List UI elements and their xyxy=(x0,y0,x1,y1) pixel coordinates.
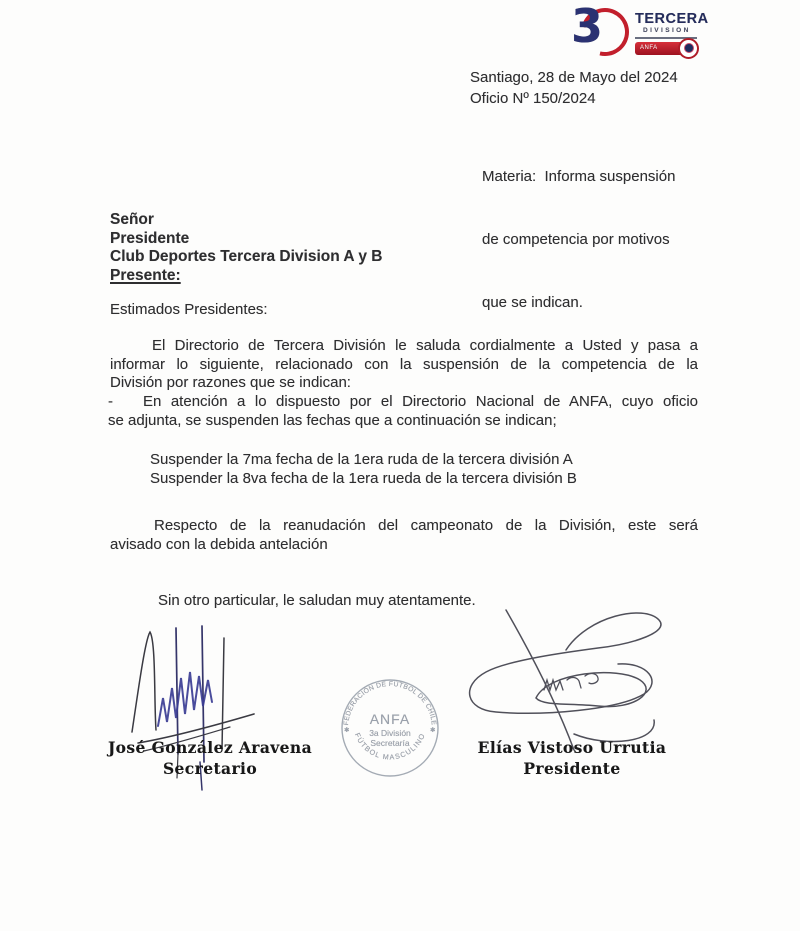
signer-right-title: Presidente xyxy=(523,759,621,778)
stamp-arc-top-text: FEDERACIÓN DE FÚTBOL DE CHILE xyxy=(343,680,437,726)
date-line: Santiago, 28 de Mayo del 2024 xyxy=(470,69,678,86)
materia-line: de competencia por motivos xyxy=(482,231,670,248)
materia-line: Materia: Informa suspensión xyxy=(482,168,676,185)
stamp-center-anfa: ANFA xyxy=(369,711,411,727)
paragraph-line: se adjunta, se suspenden las fechas que a continuación se indican; xyxy=(108,411,557,429)
tercera-division-logo xyxy=(570,0,709,56)
recipient-block xyxy=(110,211,382,285)
suspension-list xyxy=(150,450,577,488)
paragraph-line: avisado con la debida antelación xyxy=(110,535,328,553)
recipient-line: Señor xyxy=(110,211,154,228)
logo-title: TERCERA xyxy=(635,11,709,27)
stamp-center-division: 3a División xyxy=(369,728,411,738)
anfa-crest-center xyxy=(684,43,694,53)
oficio-line: Oficio Nº 150/2024 xyxy=(470,90,596,107)
suspension-line: Suspender la 7ma fecha de la 1era ruda de la tercera división A xyxy=(150,451,573,468)
signer-left-title: Secretario xyxy=(162,759,258,778)
stamp-star-right-icon: ✱ xyxy=(430,727,436,734)
materia-line: que se indican. xyxy=(482,294,583,311)
paragraph-line: División por razones que se indican: xyxy=(110,374,351,392)
recipient-line: Presidente xyxy=(110,229,190,247)
signer-right-name: Elías Vistoso Urrutia xyxy=(477,738,667,757)
logo-subtitle: DIVISION xyxy=(643,27,691,34)
paragraph-reanudacion xyxy=(110,517,698,554)
logo-wordmark xyxy=(635,6,709,56)
salutation: Estimados Presidentes: xyxy=(110,301,268,318)
anfa-ribbon xyxy=(635,42,688,55)
paragraph-intro xyxy=(110,337,698,393)
signer-left-name: José González Aravena xyxy=(107,738,313,757)
logo-3-icon xyxy=(570,0,628,56)
stamp-center-secretaria: Secretaría xyxy=(370,738,410,748)
paragraph-line: Respecto de la reanudación del campeonato de la División, este será xyxy=(154,517,698,534)
paragraph-line: El Directorio de Tercera División le saluda cordialmente a Usted y pasa a xyxy=(152,337,698,354)
dash-bullet: - xyxy=(108,393,113,410)
anfa-ribbon-label: ANFA xyxy=(640,44,658,51)
materia-block xyxy=(482,124,675,355)
stamp-arc-bottom-text: FÚTBOL MASCULINO xyxy=(352,731,428,762)
logo-number: 3 xyxy=(571,0,604,53)
paragraph-line xyxy=(108,393,698,412)
date-block xyxy=(470,67,678,109)
recipient-line: Club Deportes Tercera Division A y B xyxy=(110,248,383,265)
signature-scribble-right xyxy=(448,602,688,754)
presente-line: Presente: xyxy=(110,266,181,284)
anfa-crest-icon xyxy=(678,38,699,59)
signer-right xyxy=(460,737,684,779)
paragraph-line: informar lo siguiente, relacionado con la suspensión de la competencia de la xyxy=(110,355,698,373)
paragraph-text: En atención a lo dispuesto por el Directorio Nacional de ANFA, cuyo oficio xyxy=(143,393,698,410)
paragraph-anfa xyxy=(108,393,698,430)
closing-line: Sin otro particular, le saludan muy atentamente. xyxy=(158,592,476,609)
anfa-stamp-seal xyxy=(335,673,445,783)
suspension-line: Suspender la 8va fecha de la 1era rueda de la tercera división B xyxy=(150,470,577,487)
signer-left xyxy=(98,737,322,779)
stamp-star-left-icon: ✱ xyxy=(344,727,350,734)
